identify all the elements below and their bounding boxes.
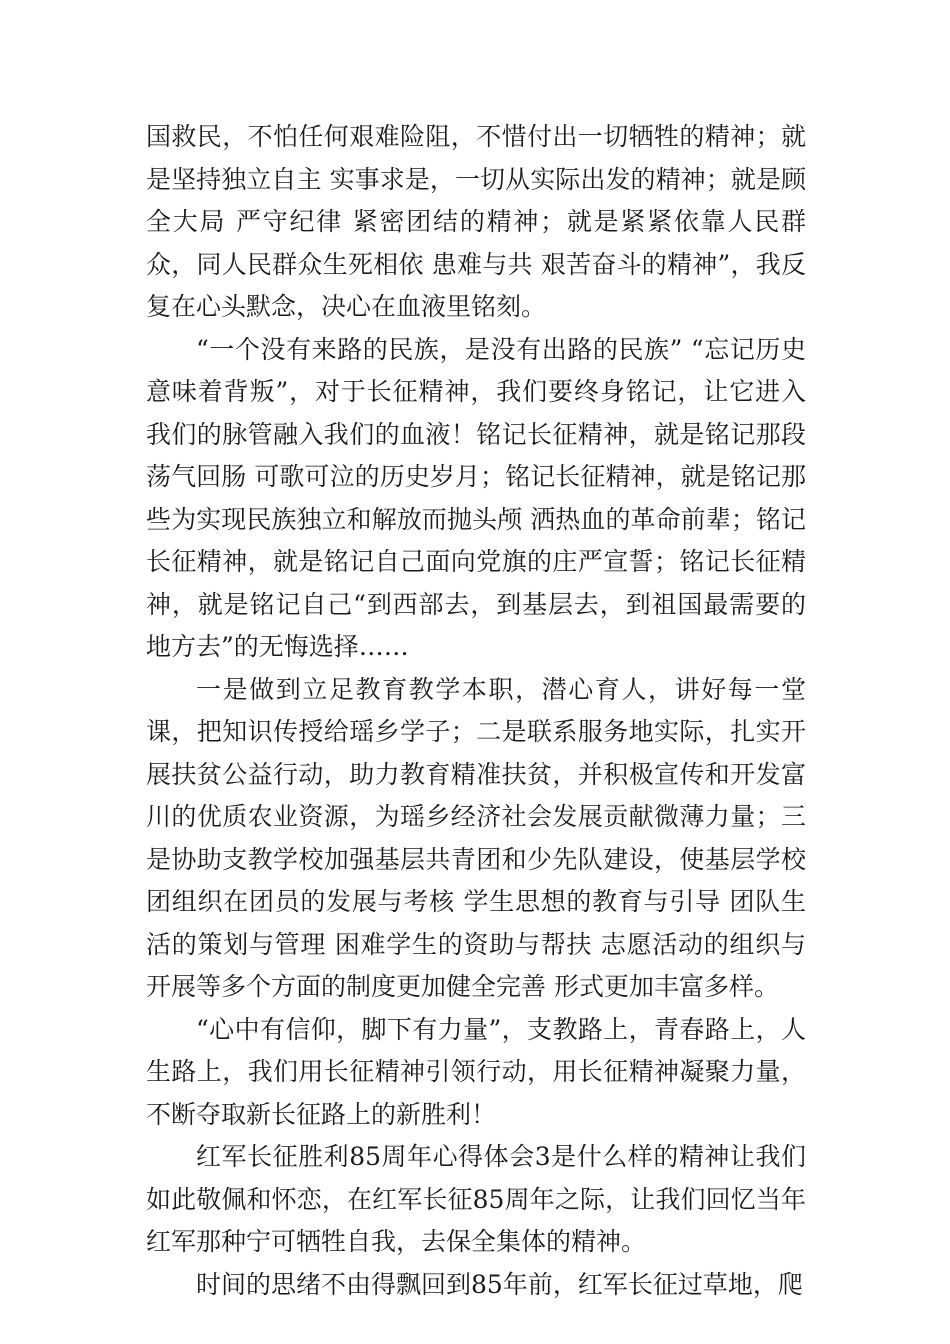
paragraph-remember-history: “一个没有来路的民族，是没有出路的民族” “忘记历史意味着背叛”，对于长征精神，我们要终身铭记，让它进入我们的脉管融入我们的血液！铭记长征精神，就是铭记那段荡气回肠 可歌可泣的历史岁月；铭记长征精神，就是铭记那些为实现民族独立和解放而抛头颅 洒热血的革命前辈；铭记长征精神，就是铭记自己面向党旗的庄严宣誓；铭记长征精神，就是铭记自己“到西部去，到基层去，到祖国最需要的地方去”的无悔选择…… (146, 334, 806, 661)
paragraph-continuation: 国救民，不怕任何艰难险阻，不惜付出一切牺牲的精神；就是坚持独立自主 实事求是，一切从实际出发的精神；就是顾全大局 严守纪律 紧密团结的精神；就是紧紧依靠人民群众，同人民群众生死相依 患难与共 艰苦奋斗的精神”，我反复在心头默念，决心在血液里铭刻。 (146, 122, 806, 321)
paragraph-time-thoughts: 时间的思绪不由得飘回到85年前，红军长征过草地，爬 (196, 1269, 803, 1299)
document-body (146, 116, 806, 1306)
paragraph-essay-three-intro: 红军长征胜利85周年心得体会3是什么样的精神让我们如此敬佩和怀恋，在红军长征85周年之际，让我们回忆当年红军那种宁可牺牲自我，去保全集体的精神。 (146, 1142, 806, 1256)
paragraph-action-plan: 一是做到立足教育教学本职，潜心育人，讲好每一堂课，把知识传授给瑶乡学子；二是联系服务地实际，扎实开展扶贫公益行动，助力教育精准扶贫，并积极宣传和开发富川的优质农业资源，为瑶乡经济社会发展贡献微薄力量；三是协助支教学校加强基层共青团和少先队建设，使基层学校团组织在团员的发展与考核 学生思想的教育与引导 团队生活的策划与管理 困难学生的资助与帮扶 志愿活动的组织与开展等多个方面的制度更加健全完善 形式更加丰富多样。 (146, 674, 806, 1001)
paragraph-faith-strength: “心中有信仰，脚下有力量”，支教路上，青春路上，人生路上，我们用长征精神引领行动，用长征精神凝聚力量，不断夺取新长征路上的新胜利！ (146, 1014, 806, 1129)
